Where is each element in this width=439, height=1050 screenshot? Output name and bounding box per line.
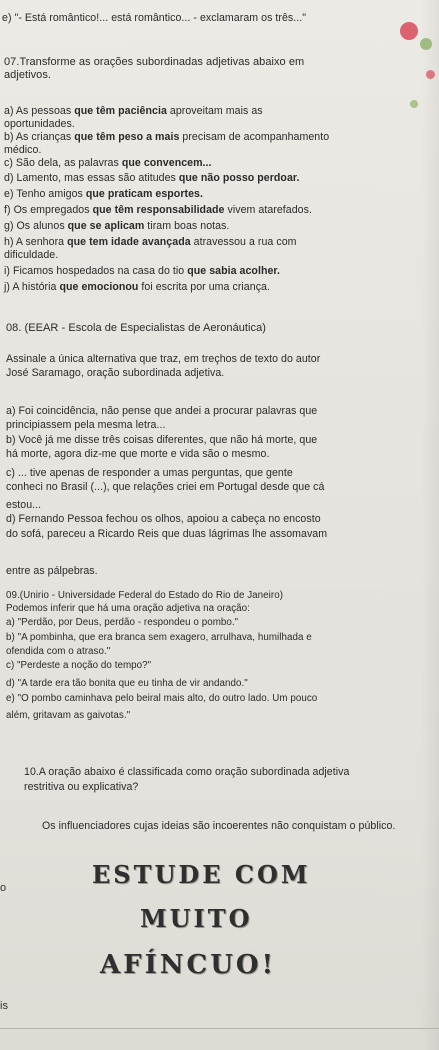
q09-option-b-line1: b) "A pombinha, que era branca sem exagero, arrulhava, humilhada e [6,632,312,643]
motivational-line-3: AFÍNCUO! [100,950,276,980]
q07-b-post: precisam de acompanhamento [179,131,330,143]
q08-instruction-line2: José Saramago, oração subordinada adjetiva. [6,367,225,379]
flower-decoration-green-small [410,100,418,108]
q09-instruction: Podemos inferir que há uma oração adjetiva na oração: [6,603,250,614]
flower-decoration-red [400,22,418,40]
q08-option-a-line2: principiassem pela mesma letra... [6,419,166,431]
q07-d-bold: que não posso perdoar. [178,172,300,184]
q07-c-bold: que convencem... [121,157,212,169]
q09-option-e-line2: além, gritavam as gaivotas." [6,710,131,721]
q08-option-d-line2: do sofá, pareceu a Ricardo Reis que duas lágrimas lhe assomavam [6,528,328,540]
q08-option-a-line1: a) Foi coincidência, não pense que andei a procurar palavras que [6,405,318,417]
flower-decoration-green [420,38,432,50]
q07-j-pre: j) A história [4,281,60,293]
q10-sentence: Os influenciadores cujas ideias são incoerentes não conquistam o público. [42,820,396,832]
item-e-text: e) "- Está romântico!... está romântico... - exclamaram os três..." [2,12,307,24]
q07-item-b-line2: médico. [4,144,42,156]
q08-option-b-line1: b) Você já me disse três coisas diferentes, que não há morte, que [6,434,318,446]
margin-fragment-is: is [0,1000,8,1012]
q09-option-c: c) "Perdeste a noção do tempo?" [6,660,152,671]
q07-j-post: foi escrita por uma criança. [138,281,270,293]
q07-i-pre: i) Ficamos hospedados na casa do tio [4,265,188,277]
q07-f-post: vivem atarefados. [224,204,312,216]
q07-item-d [4,172,299,185]
q07-item-c [4,157,212,170]
q09-option-e-line1: e) "O pombo caminhava pelo beiral mais alto, do outro lado. Um pouco [6,693,318,704]
q07-a-bold: que têm paciência [74,105,167,117]
q07-a-post: aproveitam mais as [166,105,263,117]
q07-b-bold: que têm peso a mais [74,131,180,143]
q07-g-pre: g) Os alunos [4,220,68,232]
q08-option-d-line3: entre as pálpebras. [6,565,98,577]
q07-item-g [4,220,229,233]
q09-option-d: d) "A tarde era tão bonita que eu tinha de vir andando." [6,678,248,689]
q08-instruction-line1: Assinale a única alternativa que traz, em treçhos de texto do autor [6,353,321,365]
q08-option-c-line2: conheci no Brasil (...), que relações criei em Portugal desde que cá [6,481,325,493]
q08-option-b-line2: há morte, agora diz-me que morte e vida são o mesmo. [6,448,270,460]
q10-title-line1: 10.A oração abaixo é classificada como oração subordinada adjetiva [24,766,350,778]
q07-item-h-line2: dificuldade. [4,249,59,261]
motivational-line-1: ESTUDE COM [92,860,311,889]
q07-item-a [4,105,263,118]
q09-option-b-line2: ofendida com o atraso." [6,646,111,657]
q07-item-a-line2: oportunidades. [4,118,75,130]
q07-f-pre: f) Os empregados [4,204,93,216]
q10-title-line2: restritiva ou explicativa? [24,781,139,793]
q07-g-post: tiram boas notas. [144,220,230,232]
q09-option-a: a) "Perdão, por Deus, perdão - respondeu o pombo." [6,617,239,628]
q07-d-pre: d) Lamento, mas essas são atitudes [4,172,179,184]
q07-item-f [4,204,312,217]
q07-b-pre: b) As crianças [4,131,75,143]
q07-h-pre: h) A senhora [4,236,68,248]
q07-title-line1: 07.Transforme as orações subordinadas adjetivas abaixo em [4,56,305,68]
margin-fragment-o: o [0,882,7,894]
flower-decoration-red-small [426,70,435,79]
item-e-previous [2,12,306,25]
q08-title: 08. (EEAR - Escola de Especialistas de Aeronáutica) [6,322,266,334]
q07-f-bold: que têm responsabilidade [92,204,225,216]
q07-c-pre: c) São dela, as palavras [4,157,122,169]
q07-a-pre: a) As pessoas [4,105,75,117]
q07-title-line2: adjetivos. [4,69,51,81]
page-bottom-rule [0,1028,439,1029]
q07-item-e [4,188,203,201]
q07-h-bold: que tem idade avançada [67,236,191,248]
q07-j-bold: que emocionou [59,281,139,293]
q07-item-i [4,265,280,278]
motivational-line-2: MUITO [140,904,253,933]
q07-item-b [4,131,329,144]
q08-option-c-line3: estou... [6,499,42,511]
q07-item-j [4,281,270,294]
q07-e-bold: que praticam esportes. [85,188,203,200]
q07-item-h [4,236,297,249]
q08-option-d-line1: d) Fernando Pessoa fechou os olhos, apoiou a cabeça no encosto [6,513,321,525]
q07-g-bold: que se aplicam [67,220,145,232]
page-edge-shadow [421,0,439,1050]
q07-e-pre: e) Tenho amigos [4,188,86,200]
q07-i-bold: que sabia acolher. [187,265,280,277]
q08-option-c-line1: c) ... tive apenas de responder a umas perguntas, que gente [6,467,293,479]
q07-h-post: atravessou a rua com [190,236,297,248]
q09-title: 09.(Unirio - Universidade Federal do Estado do Rio de Janeiro) [6,590,284,601]
